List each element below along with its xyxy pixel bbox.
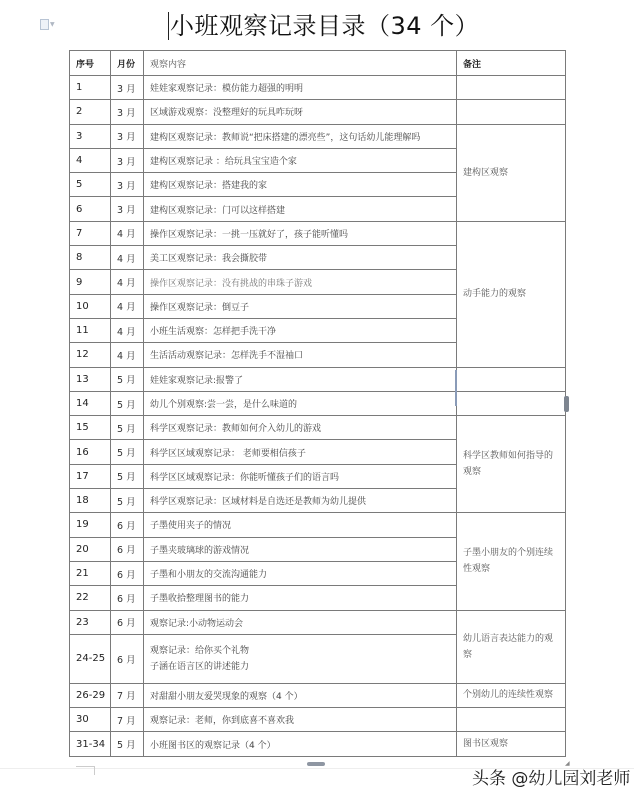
table-row (70, 221, 566, 245)
row-month: 7 月 (111, 708, 144, 732)
row-number: 9 (70, 270, 111, 294)
row-number: 23 (70, 610, 111, 634)
row-number: 20 (70, 537, 111, 561)
row-content[interactable]: 子墨使用夹子的情况 (144, 513, 457, 537)
row-number: 26-29 (70, 683, 111, 707)
row-content[interactable] (144, 634, 457, 683)
row-month: 4 月 (111, 270, 144, 294)
row-content[interactable]: 操作区观察记录：没有挑战的串珠子游戏 (144, 270, 457, 294)
row-content[interactable]: 操作区观察记录：倒豆子 (144, 294, 457, 318)
row-month: 3 月 (111, 76, 144, 100)
row-number: 17 (70, 464, 111, 488)
row-content[interactable]: 观察记录:小动物运动会 (144, 610, 457, 634)
row-content[interactable]: 科学区观察记录：教师如何介入幼儿的游戏 (144, 416, 457, 440)
row-number: 19 (70, 513, 111, 537)
row-month: 5 月 (111, 732, 144, 756)
row-number: 21 (70, 561, 111, 585)
table-header-row (70, 51, 566, 76)
row-number: 3 (70, 124, 111, 148)
dropdown-arrow-icon[interactable]: ▼ (50, 21, 55, 28)
row-number: 15 (70, 416, 111, 440)
row-month: 6 月 (111, 586, 144, 610)
table-corner-resize-icon[interactable]: ◢ (565, 760, 570, 767)
page-corner-mark (76, 766, 95, 775)
row-number: 18 (70, 489, 111, 513)
row-number: 14 (70, 391, 111, 415)
row-month: 4 月 (111, 318, 144, 342)
row-month: 5 月 (111, 367, 144, 391)
row-content[interactable]: 娃娃家观察记录：模仿能力超强的明明 (144, 76, 457, 100)
header-month: 月份 (111, 51, 144, 76)
row-content[interactable]: 科学区区域观察记录：你能听懂孩子们的语言吗 (144, 464, 457, 488)
row-month: 4 月 (111, 221, 144, 245)
row-month: 3 月 (111, 173, 144, 197)
row-number: 11 (70, 318, 111, 342)
watermark: 头条 @幼儿园刘老师 (472, 769, 631, 789)
row-content[interactable]: 小班图书区的观察记录（4 个） (144, 732, 457, 756)
remark-zimo: 子墨小朋友的个别连续性观察 (457, 513, 566, 610)
row-remark (457, 100, 566, 124)
row-number: 24-25 (70, 634, 111, 683)
header-remark: 备注 (457, 51, 566, 76)
row-month: 6 月 (111, 634, 144, 683)
row-number: 30 (70, 708, 111, 732)
row-month: 4 月 (111, 294, 144, 318)
row-content[interactable]: 建构区观察记录：教师说“把床搭建的漂亮些”，这句话幼儿能理解吗 (144, 124, 457, 148)
row-content[interactable]: 子墨和小朋友的交流沟通能力 (144, 561, 457, 585)
row-number: 22 (70, 586, 111, 610)
row-number: 1 (70, 76, 111, 100)
row-month: 4 月 (111, 246, 144, 270)
row-number: 12 (70, 343, 111, 367)
row-month: 5 月 (111, 416, 144, 440)
row-content[interactable]: 建构区观察记录：搭建我的家 (144, 173, 457, 197)
content-line: 观察记录：给你买个礼物 (150, 645, 250, 656)
row-number: 6 (70, 197, 111, 221)
row-month: 3 月 (111, 197, 144, 221)
header-number: 序号 (70, 51, 111, 76)
row-number: 13 (70, 367, 111, 391)
row-month: 3 月 (111, 148, 144, 172)
content-line: 子涵在语言区的讲述能力 (150, 661, 250, 672)
table-row (70, 391, 566, 415)
row-month: 6 月 (111, 537, 144, 561)
table-row (70, 416, 566, 440)
row-month: 5 月 (111, 440, 144, 464)
row-content[interactable]: 子墨收拾整理图书的能力 (144, 586, 457, 610)
remark-language: 幼儿语言表达能力的观察 (457, 610, 566, 683)
row-number: 16 (70, 440, 111, 464)
row-number: 4 (70, 148, 111, 172)
row-number: 10 (70, 294, 111, 318)
row-month: 5 月 (111, 391, 144, 415)
row-content[interactable]: 建构区观察记录 ：给玩具宝宝造个家 (144, 148, 457, 172)
row-content[interactable]: 娃娃家观察记录:报警了 (144, 367, 457, 391)
table-row (70, 76, 566, 100)
row-content[interactable]: 生活活动观察记录：怎样洗手不湿袖口 (144, 343, 457, 367)
row-content[interactable]: 区域游戏观察：没整理好的玩具咋玩呀 (144, 100, 457, 124)
table-resize-handle-right[interactable] (564, 396, 569, 412)
table-row (70, 367, 566, 391)
document-icon (40, 19, 49, 30)
remark-library: 图书区观察 (457, 732, 566, 756)
table-row (70, 124, 566, 148)
remark-hands-on: 动手能力的观察 (457, 221, 566, 367)
row-content[interactable]: 科学区观察记录：区域材料是自选还是教师为幼儿提供 (144, 489, 457, 513)
page-title: 小班观察记录目录（34 个） (170, 12, 480, 40)
remark-science: 科学区教师如何指导的观察 (457, 416, 566, 513)
row-content[interactable]: 观察记录：老师，你到底喜不喜欢我 (144, 708, 457, 732)
row-month: 4 月 (111, 343, 144, 367)
row-month: 6 月 (111, 513, 144, 537)
row-month: 3 月 (111, 100, 144, 124)
row-content[interactable]: 幼儿个别观察:尝一尝，是什么味道的 (144, 391, 457, 415)
observation-table (69, 50, 566, 757)
header-content: 观察内容 (144, 51, 457, 76)
row-number: 7 (70, 221, 111, 245)
row-content[interactable]: 美工区观察记录：我会撕胶带 (144, 246, 457, 270)
row-number: 5 (70, 173, 111, 197)
table-resize-handle-bottom[interactable] (307, 762, 325, 766)
row-content[interactable]: 操作区观察记录：一挑一压就好了，孩子能听懂吗 (144, 221, 457, 245)
table-row (70, 732, 566, 756)
row-month: 6 月 (111, 561, 144, 585)
row-number: 2 (70, 100, 111, 124)
row-month: 3 月 (111, 124, 144, 148)
row-remark (457, 391, 566, 415)
row-content[interactable]: 对甜甜小朋友爱哭现象的观察（4 个） (144, 683, 457, 707)
table-row (70, 100, 566, 124)
cell-selection-bar (455, 370, 457, 406)
row-remark (457, 367, 566, 391)
remark-individual: 个别幼儿的连续性观察 (457, 683, 566, 707)
table-row (70, 610, 566, 634)
row-month: 7 月 (111, 683, 144, 707)
table-row (70, 708, 566, 732)
table-row (70, 683, 566, 707)
row-content[interactable]: 科学区区域观察记录： 老师要相信孩子 (144, 440, 457, 464)
row-content[interactable]: 小班生活观察：怎样把手洗干净 (144, 318, 457, 342)
row-content[interactable]: 子墨夹玻璃球的游戏情况 (144, 537, 457, 561)
row-number: 31-34 (70, 732, 111, 756)
row-remark (457, 76, 566, 100)
row-month: 6 月 (111, 610, 144, 634)
row-number: 8 (70, 246, 111, 270)
row-remark (457, 708, 566, 732)
remark-construction: 建构区观察 (457, 124, 566, 221)
row-month: 5 月 (111, 489, 144, 513)
row-month: 5 月 (111, 464, 144, 488)
row-content[interactable]: 建构区观察记录：门可以这样搭建 (144, 197, 457, 221)
table-row (70, 513, 566, 537)
text-cursor (168, 12, 169, 40)
